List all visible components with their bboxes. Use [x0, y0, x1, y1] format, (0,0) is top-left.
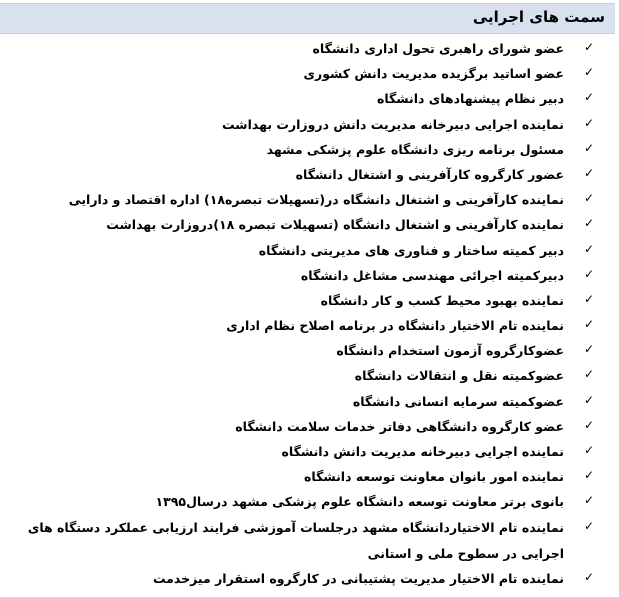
list-item: [0, 464, 619, 489]
list-item-text: عضور کارگروه کارآفرینی و اشتغال دانشگاه: [295, 166, 564, 182]
list-item: [0, 238, 619, 263]
list-item: [0, 313, 619, 338]
list-item: [0, 162, 619, 187]
check-mark-icon: ✓: [583, 291, 595, 306]
list-item-text: عضوکمیته سرمایه انسانی دانشگاه: [352, 393, 564, 409]
list-item: [0, 489, 619, 514]
list-item: [0, 338, 619, 363]
check-mark-icon: ✓: [583, 367, 595, 382]
list-item: [0, 187, 619, 212]
list-item: [0, 212, 619, 237]
list-item-text: نماینده امور بانوان معاونت توسعه دانشگاه: [304, 469, 564, 485]
list-item-text: نماینده بهبود محیط کسب و کار دانشگاه: [320, 292, 564, 308]
check-mark-icon: ✓: [583, 165, 595, 180]
list-item-text: نماینده تام الاختیار دانشگاه در برنامه اصلاح نظام اداری: [226, 318, 564, 334]
check-mark-icon: ✓: [583, 392, 595, 407]
check-mark-icon: ✓: [583, 468, 595, 483]
list-item-text: عضوکمیته نقل و انتقالات دانشگاه: [354, 368, 564, 384]
list-item: [0, 288, 619, 313]
list-item-text: مسئول برنامه ریزی دانشگاه علوم پزشکی مشهد: [266, 141, 564, 157]
list-item-text: عضو اساتید برگزیده مدیریت دانش کشوری: [303, 66, 564, 82]
check-mark-icon: ✓: [583, 570, 595, 585]
check-mark-icon: ✓: [583, 342, 595, 357]
check-mark-icon: ✓: [583, 317, 595, 332]
list-item-text: عضوکارگروه آزمون استخدام دانشگاه: [336, 343, 564, 359]
check-mark-icon: ✓: [583, 216, 595, 231]
list-item: [0, 263, 619, 288]
check-mark-icon: ✓: [583, 40, 595, 54]
list-item: [0, 414, 619, 439]
list-item: [0, 439, 619, 464]
list-item: [0, 515, 619, 567]
check-mark-icon: ✓: [583, 443, 595, 457]
check-mark-icon: ✓: [583, 241, 595, 256]
check-mark-icon: ✓: [583, 115, 595, 130]
list-item-text: بانوی برتر معاونت توسعه دانشگاه علوم پزشکی مشهد درسال۱۳۹۵: [155, 494, 564, 510]
list-item: [0, 566, 619, 591]
list-item-text: نماینده اجرایی دبیرخانه مدیریت دانش دانشگاه: [281, 444, 564, 459]
check-mark-icon: ✓: [583, 191, 595, 206]
list-item-text: عضو کارگروه دانشگاهی دفاتر خدمات سلامت دانشگاه: [235, 418, 564, 434]
list-item-text: دبیر کمیته ساختار و فناوری های مدیریتی دانشگاه: [258, 242, 564, 258]
list-item-text: نماینده کارآفرینی و اشتغال دانشگاه در(تسهیلات تبصره۱۸) اداره اقتصاد و دارایی: [68, 192, 564, 208]
section-header: [0, 3, 615, 34]
check-mark-icon: ✓: [583, 140, 595, 155]
executive-positions-list: [0, 36, 619, 591]
list-item-text: دبیر نظام پیشنهادهای دانشگاه: [376, 91, 564, 107]
check-mark-icon: ✓: [583, 518, 595, 533]
check-mark-icon: ✓: [583, 65, 595, 80]
list-item-text: عضو شورای راهبری تحول اداری دانشگاه: [312, 41, 564, 56]
check-mark-icon: ✓: [583, 493, 595, 508]
list-item-text: نماینده کارآفرینی و اشتغال دانشگاه (تسهیلات تبصره ۱۸)دروزارت بهداشت: [106, 217, 564, 233]
list-item: [0, 61, 619, 86]
list-item: [0, 389, 619, 414]
list-item-text: نماینده تام الاختیار مدیریت پشتیبانی در کارگروه استقرار میزخدمت: [152, 571, 564, 587]
list-item: [0, 363, 619, 388]
list-item-text: دبیرکمیته اجرائی مهندسی مشاغل دانشگاه: [300, 267, 564, 283]
list-item: [0, 137, 619, 162]
check-mark-icon: ✓: [583, 417, 595, 432]
check-mark-icon: ✓: [583, 90, 595, 105]
check-mark-icon: ✓: [583, 266, 595, 281]
list-item-text: نماینده تام الاختیاردانشگاه مشهد درجلسات آموزشی فرایند ارزیابی عملکرد دستگاه های اجرایی در سطوح ملی و استانی: [27, 519, 564, 561]
list-item-text: نماینده اجرایی دبیرخانه مدیریت دانش دروزارت بهداشت: [222, 116, 564, 132]
section-title: سمت های اجرایی: [472, 8, 605, 26]
list-item: [0, 86, 619, 111]
list-item: [0, 112, 619, 137]
list-item: [0, 36, 619, 61]
